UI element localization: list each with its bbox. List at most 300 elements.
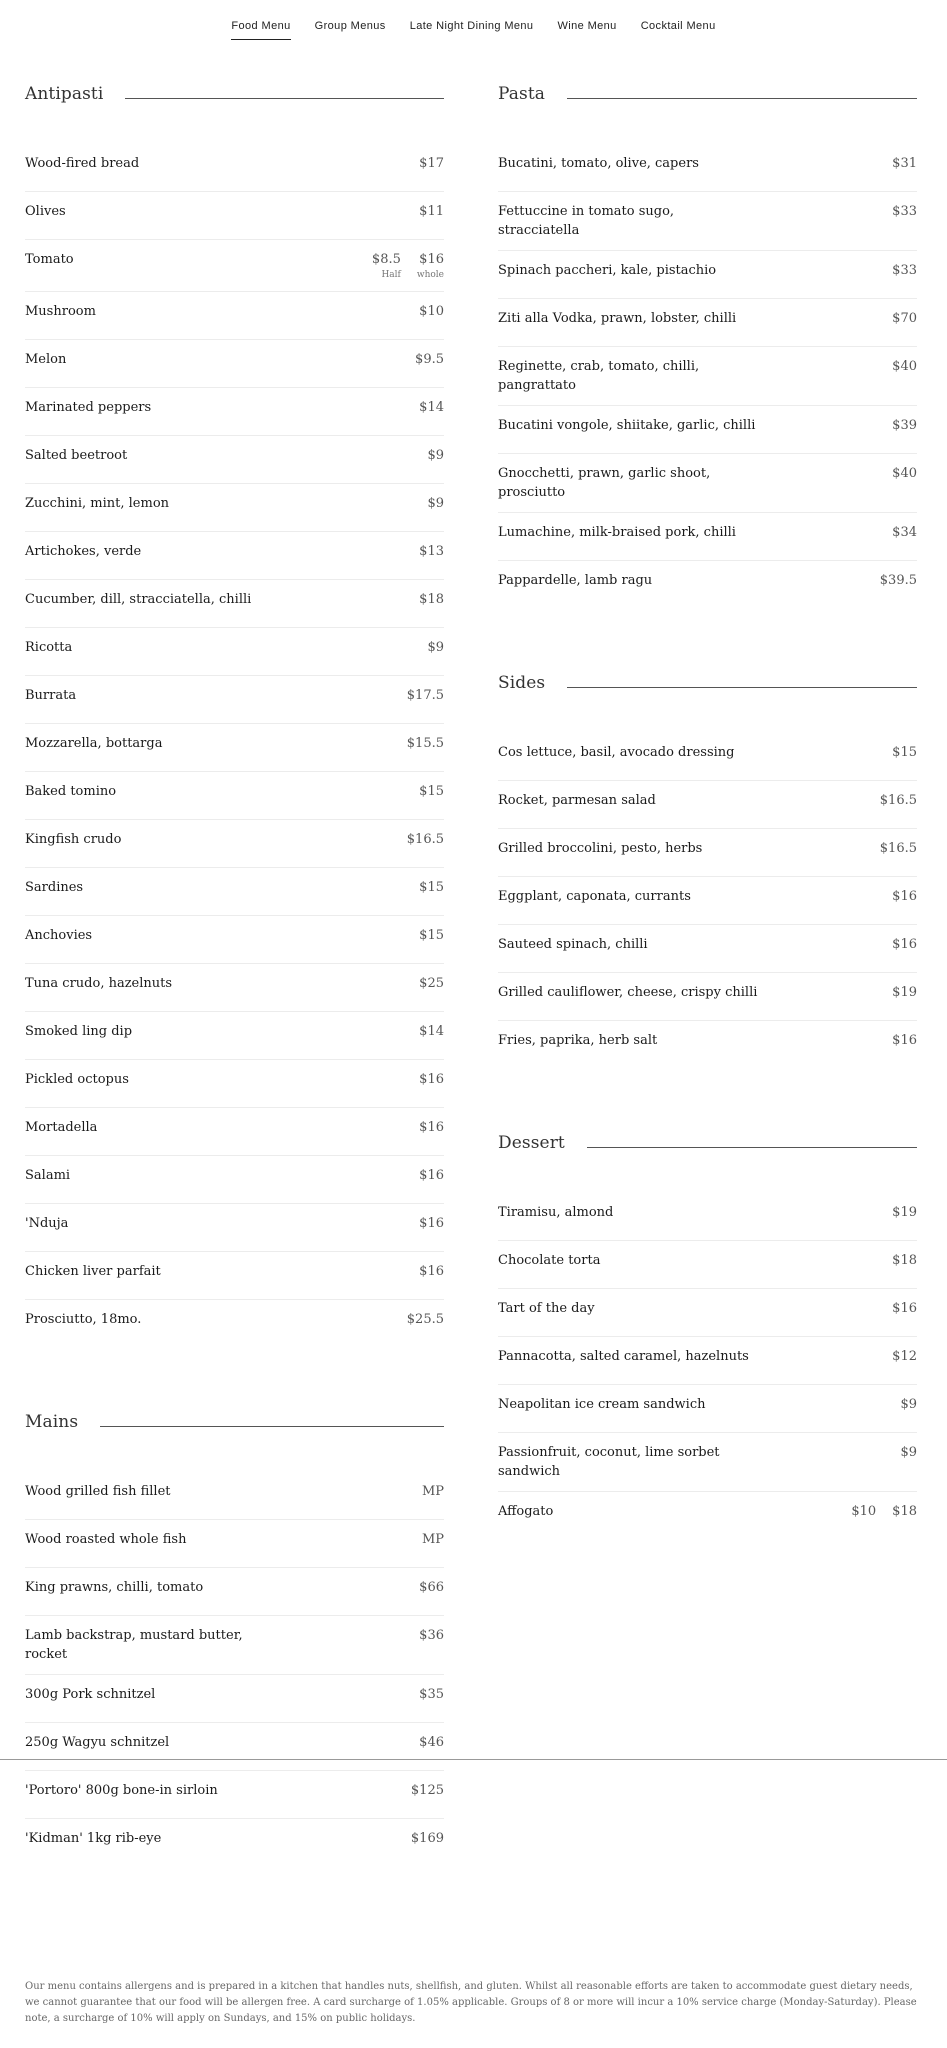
- menu-item-name: Fries, paprika, herb salt: [498, 1033, 658, 1048]
- menu-item: [25, 1012, 444, 1060]
- price-value: $9.5: [415, 352, 444, 367]
- price-value: $11: [419, 204, 444, 219]
- menu-item: [498, 454, 917, 513]
- price-value: $31: [892, 156, 917, 171]
- menu-item-prices: [851, 1502, 917, 1521]
- tab-food-menu[interactable]: Food Menu: [231, 20, 290, 40]
- menu-item-name: Pickled octopus: [25, 1072, 129, 1087]
- price-value: $16: [892, 937, 917, 952]
- menu-item: [25, 340, 444, 388]
- menu-item-prices: [892, 983, 917, 1002]
- menu-item-prices: [892, 154, 917, 173]
- menu-item: [25, 144, 444, 192]
- menu-item-price: [427, 446, 444, 465]
- menu-item-name: Pannacotta, salted caramel, hazelnuts: [498, 1349, 749, 1364]
- section-header: [498, 1131, 917, 1155]
- menu-item-prices: [427, 494, 444, 513]
- tab-wine-menu[interactable]: Wine Menu: [557, 20, 617, 32]
- menu-item: [498, 406, 917, 454]
- menu-item-name: Wood-fired bread: [25, 156, 140, 171]
- menu-item-price: [892, 1031, 917, 1050]
- price-value: $16: [892, 1033, 917, 1048]
- price-value: $169: [410, 1831, 444, 1846]
- menu-item-prices: [419, 1685, 444, 1704]
- price-value: $35: [419, 1687, 444, 1702]
- menu-item-price: [892, 261, 917, 280]
- menu-item-prices: [419, 1022, 444, 1041]
- price-value: $39: [892, 418, 917, 433]
- menu-item: [25, 964, 444, 1012]
- price-value: $9: [900, 1445, 917, 1460]
- menu-item: [25, 484, 444, 532]
- menu-item-prices: [892, 1251, 917, 1270]
- menu-item-price: [422, 1482, 444, 1501]
- price-value: MP: [421, 1484, 444, 1499]
- menu-item-prices: [892, 1299, 917, 1318]
- price-value: $33: [892, 263, 917, 278]
- menu-item-name: Tiramisu, almond: [498, 1205, 614, 1220]
- price-value: $15: [892, 745, 917, 760]
- menu-item: [25, 1723, 444, 1771]
- menu-item-price: [407, 830, 444, 849]
- menu-item-prices: [892, 1347, 917, 1366]
- price-value: $36: [419, 1628, 444, 1643]
- menu-item-name: Grilled broccolini, pesto, herbs: [498, 841, 703, 856]
- price-value: $17.5: [406, 688, 444, 703]
- menu-item-name: Affogato: [498, 1504, 554, 1519]
- menu-item-prices: [419, 878, 444, 897]
- menu-item: [25, 388, 444, 436]
- menu-item-prices: [411, 1781, 444, 1800]
- menu-item-name: Wood roasted whole fish: [25, 1532, 187, 1547]
- menu-item-price: [892, 1299, 917, 1318]
- menu-item-prices: [880, 571, 917, 590]
- menu-item: [25, 1204, 444, 1252]
- menu-item-name: Baked tomino: [25, 784, 117, 799]
- menu-item-name: Grilled cauliflower, cheese, crispy chilli: [498, 985, 758, 1000]
- menu-item: [498, 1193, 917, 1241]
- menu-item-name: King prawns, chilli, tomato: [25, 1580, 204, 1595]
- price-value: $10: [851, 1504, 877, 1519]
- menu-item-name: Sardines: [25, 880, 84, 895]
- section-title: Pasta: [498, 84, 546, 104]
- section-antipasti: [25, 82, 444, 1348]
- menu-item-prices: [880, 839, 917, 858]
- menu-item-price: [419, 202, 444, 221]
- menu-item-price: [419, 154, 444, 173]
- menu-item-name: Tart of the day: [498, 1301, 595, 1316]
- menu-item-price: [372, 250, 401, 281]
- menu-item-name: Tuna crudo, hazelnuts: [25, 976, 173, 991]
- menu-item: [498, 1021, 917, 1069]
- menu-item-prices: [407, 734, 444, 753]
- price-value: $15: [419, 784, 444, 799]
- menu-item-price: [892, 983, 917, 1002]
- menu-item-prices: [419, 1070, 444, 1089]
- menu-item-name: Lamb backstrap, mustard butter, rocket: [25, 1628, 243, 1662]
- menu-item-name: Wood grilled fish fillet: [25, 1484, 171, 1499]
- menu-item-price: [419, 1070, 444, 1089]
- menu-item: [25, 1819, 444, 1867]
- menu-item-name: Lumachine, milk-braised pork, chilli: [498, 525, 736, 540]
- menu-item: [498, 733, 917, 781]
- menu-item: [498, 561, 917, 609]
- price-value: $16: [892, 889, 917, 904]
- menu-item: [498, 1241, 917, 1289]
- price-size-label: Half: [381, 270, 401, 280]
- menu-item: [25, 1300, 444, 1348]
- menu-item: [25, 1520, 444, 1568]
- menu-item-price: [419, 398, 444, 417]
- price-value: $19: [892, 985, 917, 1000]
- tab-cocktail-menu[interactable]: Cocktail Menu: [640, 20, 716, 32]
- menu-item-name: 'Kidman' 1kg rib-eye: [25, 1831, 162, 1846]
- menu-item-price: [892, 743, 917, 762]
- menu-item-name: Chicken liver parfait: [25, 1264, 161, 1279]
- section-title: Dessert: [498, 1133, 565, 1153]
- menu-item-price: [419, 1578, 444, 1597]
- section-dessert: [498, 1131, 917, 1540]
- menu-item: [25, 1252, 444, 1300]
- menu-item-price: [417, 250, 444, 281]
- menu-item: [498, 781, 917, 829]
- menu-item-prices: [419, 782, 444, 801]
- menu-item: [498, 1337, 917, 1385]
- menu-item-price: [419, 1214, 444, 1233]
- price-value: $16: [419, 1168, 444, 1183]
- menu-item: [498, 299, 917, 347]
- menu-item-prices: [427, 446, 444, 465]
- menu-item-price: [892, 202, 917, 221]
- menu-item-name: 'Nduja: [25, 1216, 69, 1231]
- menu-item-prices: [422, 1482, 444, 1501]
- menu-item-prices: [900, 1395, 917, 1414]
- menu-item-prices: [407, 1310, 444, 1329]
- section-header: [25, 82, 444, 106]
- menu-column-left: [25, 82, 444, 1929]
- menu-item-name: 300g Pork schnitzel: [25, 1687, 156, 1702]
- menu-item-name: Fettuccine in tomato sugo, stracciatella: [498, 204, 675, 238]
- price-value: $40: [892, 359, 917, 374]
- menu-item-name: Chocolate torta: [498, 1253, 601, 1268]
- menu-item-prices: [407, 830, 444, 849]
- menu-item-name: Bucatini vongole, shiitake, garlic, chilli: [498, 418, 756, 433]
- menu-item-prices: [419, 1262, 444, 1281]
- section-pasta: [498, 82, 917, 609]
- price-value: $16: [419, 1120, 444, 1135]
- menu-item-price: [419, 1118, 444, 1137]
- menu-item-price: [419, 1022, 444, 1041]
- menu-item: [498, 1492, 917, 1540]
- menu-item-price: [900, 1443, 917, 1462]
- price-value: $125: [410, 1783, 444, 1798]
- price-value: $9: [427, 640, 444, 655]
- menu-item-price: [419, 878, 444, 897]
- price-value: $17: [419, 156, 444, 171]
- menu-item-price: [892, 309, 917, 328]
- menu-item-prices: [419, 590, 444, 609]
- price-value: $39.5: [879, 573, 917, 588]
- menu-item-price: [892, 154, 917, 173]
- menu-item-price: [411, 1829, 444, 1848]
- menu-item: [25, 1156, 444, 1204]
- menu-item: [498, 1385, 917, 1433]
- menu-item: [25, 820, 444, 868]
- menu-item-price: [422, 1530, 444, 1549]
- menu-item: [25, 772, 444, 820]
- menu-item-price: [419, 302, 444, 321]
- allergen-footer: Our menu contains allergens and is prepared in a kitchen that handles nuts, shellfish, and gluten. Whilst all reasonable efforts are taken to accommodate guest dietary needs, we cannot guarantee that our food will be allergen free. A card surcharge of 1.05% applicable. Groups of 8 or more will incur a 10% service charge (Monday-Saturday). Please note, a surcharge of 10% will apply on Sundays, and 15% on public holidays.: [25, 1981, 917, 2024]
- menu-item-price: [427, 638, 444, 657]
- menu-item-name: Passionfruit, coconut, lime sorbet sandwich: [498, 1445, 720, 1479]
- menu-item-name: Spinach paccheri, kale, pistachio: [498, 263, 717, 278]
- menu-item-price: [892, 416, 917, 435]
- menu-item-price: [407, 686, 444, 705]
- menu-item-price: [419, 1733, 444, 1752]
- menu-item: [25, 436, 444, 484]
- menu-item-price: [419, 974, 444, 993]
- menu-item-price: [892, 357, 917, 376]
- price-value: $66: [419, 1580, 444, 1595]
- menu-item-prices: [419, 1626, 444, 1645]
- menu-item-name: Gnocchetti, prawn, garlic shoot, prosciutto: [498, 466, 711, 500]
- menu-item-price: [880, 571, 917, 590]
- menu-item-name: Rocket, parmesan salad: [498, 793, 656, 808]
- menu-item-price: [880, 791, 917, 810]
- menu-item-price: [419, 1626, 444, 1645]
- menu-item-prices: [892, 743, 917, 762]
- menu-item-prices: [415, 350, 444, 369]
- menu-item-price: [415, 350, 444, 369]
- menu-item-name: Cos lettuce, basil, avocado dressing: [498, 745, 735, 760]
- menu-item-prices: [880, 791, 917, 810]
- menu-item: [25, 1108, 444, 1156]
- menu-item-price: [411, 1781, 444, 1800]
- price-value: $12: [892, 1349, 917, 1364]
- tab-late-night-dining-menu[interactable]: Late Night Dining Menu: [409, 20, 534, 32]
- menu-item: [25, 1675, 444, 1723]
- menu-item-prices: [419, 1166, 444, 1185]
- menu-item: [498, 829, 917, 877]
- menu-item-prices: [419, 926, 444, 945]
- price-value: $34: [892, 525, 917, 540]
- menu-item-price: [419, 1262, 444, 1281]
- menu-item-name: Salted beetroot: [25, 448, 128, 463]
- menu-item-prices: [411, 1829, 444, 1848]
- menu-column-right: [498, 82, 917, 1602]
- price-value: $16: [419, 1216, 444, 1231]
- menu-item-price: [892, 1347, 917, 1366]
- menu-item-name: Tomato: [25, 252, 74, 267]
- menu-item-name: Prosciutto, 18mo.: [25, 1312, 142, 1327]
- section-header: [498, 82, 917, 106]
- menu-item: [498, 1289, 917, 1337]
- section-rule: [587, 1147, 917, 1148]
- menu-item-price: [892, 464, 917, 483]
- menu-item-price: [427, 494, 444, 513]
- menu-item-price: [407, 1310, 444, 1329]
- section-sides: [498, 671, 917, 1069]
- section-rule: [125, 98, 444, 99]
- menu-nav: [0, 20, 947, 40]
- price-value: $16.5: [879, 793, 917, 808]
- menu-item-name: Smoked ling dip: [25, 1024, 133, 1039]
- menu-item-name: Reginette, crab, tomato, chilli, pangrattato: [498, 359, 700, 393]
- section-rule: [567, 687, 917, 688]
- section-title: Mains: [25, 1412, 79, 1432]
- menu-item-prices: [427, 638, 444, 657]
- menu-item: [25, 240, 444, 292]
- menu-item-prices: [892, 887, 917, 906]
- menu-item: [25, 676, 444, 724]
- price-value: $16: [419, 252, 444, 267]
- menu-item-prices: [419, 302, 444, 321]
- menu-item-name: Mozzarella, bottarga: [25, 736, 163, 751]
- menu-item-prices: [407, 686, 444, 705]
- price-value: $33: [892, 204, 917, 219]
- menu-item-prices: [419, 1578, 444, 1597]
- menu-item-name: Kingfish crudo: [25, 832, 122, 847]
- menu-item-price: [900, 1395, 917, 1414]
- price-value: $70: [892, 311, 917, 326]
- menu-item-name: Melon: [25, 352, 67, 367]
- menu-item: [498, 513, 917, 561]
- page-divider: [0, 1759, 947, 1760]
- price-value: $15.5: [406, 736, 444, 751]
- menu-item-price: [419, 590, 444, 609]
- menu-item: [498, 347, 917, 406]
- menu-item-name: Pappardelle, lamb ragu: [498, 573, 653, 588]
- menu-item: [498, 144, 917, 192]
- menu-item-prices: [372, 250, 444, 281]
- menu-item: [25, 724, 444, 772]
- price-value: $18: [419, 592, 444, 607]
- price-value: $9: [900, 1397, 917, 1412]
- price-value: $46: [419, 1735, 444, 1750]
- menu-item-prices: [419, 542, 444, 561]
- menu-item: [498, 192, 917, 251]
- menu-item-prices: [892, 202, 917, 221]
- price-size-label: whole: [416, 270, 444, 280]
- menu-item-price: [892, 1251, 917, 1270]
- price-value: $25: [419, 976, 444, 991]
- menu-item: [25, 916, 444, 964]
- price-value: $16.5: [406, 832, 444, 847]
- menu-item: [25, 628, 444, 676]
- section-header: [25, 1410, 444, 1434]
- menu-item-prices: [892, 1031, 917, 1050]
- price-value: $14: [419, 400, 444, 415]
- price-value: $16.5: [879, 841, 917, 856]
- menu-item: [25, 192, 444, 240]
- menu-item-name: Cucumber, dill, stracciatella, chilli: [25, 592, 252, 607]
- menu-item-prices: [892, 357, 917, 376]
- menu-item-name: Sauteed spinach, chilli: [498, 937, 648, 952]
- section-mains: [25, 1410, 444, 1867]
- menu-item-name: Marinated peppers: [25, 400, 152, 415]
- menu-item-name: 250g Wagyu schnitzel: [25, 1735, 170, 1750]
- menu-item: [25, 868, 444, 916]
- menu-item-prices: [892, 261, 917, 280]
- price-value: $13: [419, 544, 444, 559]
- menu-item-prices: [419, 202, 444, 221]
- section-title: Antipasti: [25, 84, 104, 104]
- menu-item-prices: [900, 1443, 917, 1462]
- price-value: $15: [419, 880, 444, 895]
- menu-item-name: 'Portoro' 800g bone-in sirloin: [25, 1783, 218, 1798]
- menu-item-prices: [419, 1118, 444, 1137]
- menu-item-price: [419, 1685, 444, 1704]
- menu-item-name: Zucchini, mint, lemon: [25, 496, 170, 511]
- menu-item-name: Eggplant, caponata, currants: [498, 889, 691, 904]
- menu-item-name: Artichokes, verde: [25, 544, 142, 559]
- menu-item-prices: [419, 1733, 444, 1752]
- menu-item-name: Neapolitan ice cream sandwich: [498, 1397, 706, 1412]
- menu-item-prices: [892, 416, 917, 435]
- menu-item-name: Anchovies: [25, 928, 93, 943]
- menu-item-name: Mushroom: [25, 304, 96, 319]
- section-rule: [100, 1426, 444, 1427]
- price-value: $40: [892, 466, 917, 481]
- price-value: $9: [427, 448, 444, 463]
- price-value: $18: [892, 1253, 917, 1268]
- price-value: $16: [419, 1264, 444, 1279]
- menu-item-prices: [892, 523, 917, 542]
- menu-item-name: Ricotta: [25, 640, 73, 655]
- tab-group-menus[interactable]: Group Menus: [314, 20, 386, 32]
- menu-item: [25, 580, 444, 628]
- menu-item: [498, 877, 917, 925]
- menu-item-price: [892, 887, 917, 906]
- section-rule: [567, 98, 917, 99]
- menu-item-price: [892, 523, 917, 542]
- menu-item-prices: [419, 398, 444, 417]
- menu-item: [25, 532, 444, 580]
- price-value: $9: [427, 496, 444, 511]
- menu-item-price: [419, 782, 444, 801]
- menu-item-prices: [892, 935, 917, 954]
- menu-item-prices: [892, 1203, 917, 1222]
- price-value: $19: [892, 1205, 917, 1220]
- menu-item-price: [892, 935, 917, 954]
- menu-item-price: [880, 839, 917, 858]
- menu-item-price: [419, 1166, 444, 1185]
- menu-item-name: Mortadella: [25, 1120, 98, 1135]
- menu-item-prices: [892, 309, 917, 328]
- menu-item-prices: [892, 464, 917, 483]
- menu-item: [498, 1433, 917, 1492]
- price-value: $16: [419, 1072, 444, 1087]
- section-title: Sides: [498, 673, 546, 693]
- menu-item: [25, 292, 444, 340]
- menu-item-prices: [419, 154, 444, 173]
- menu-item-name: Olives: [25, 204, 66, 219]
- price-value: $15: [419, 928, 444, 943]
- menu-item: [498, 973, 917, 1021]
- menu-item-name: Bucatini, tomato, olive, capers: [498, 156, 699, 171]
- menu-item-price: [419, 542, 444, 561]
- menu-item-name: Burrata: [25, 688, 77, 703]
- price-value: $25.5: [406, 1312, 444, 1327]
- menu-item-price: [892, 1502, 917, 1521]
- price-value: $10: [419, 304, 444, 319]
- menu-item: [25, 1060, 444, 1108]
- price-value: MP: [421, 1532, 444, 1547]
- menu-item: [25, 1568, 444, 1616]
- price-value: $14: [419, 1024, 444, 1039]
- menu-item-prices: [422, 1530, 444, 1549]
- price-value: $8.5: [371, 252, 401, 267]
